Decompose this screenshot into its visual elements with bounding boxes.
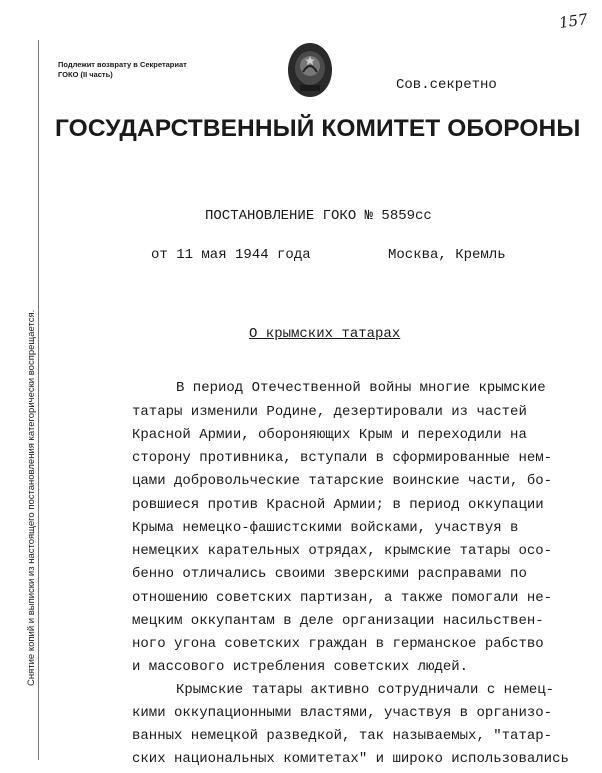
ussr-emblem-icon: [286, 40, 334, 100]
classification-label: Сов.секретно: [396, 77, 497, 93]
body-line: цами добровольческие татарские воинские части, бо-: [132, 473, 553, 489]
body-line: Крымские татары активно сотрудничали с немец-: [176, 682, 555, 698]
body-line: ванных немецкой разведкой, так называемых, "татар-: [132, 728, 553, 744]
body-line: татары изменили Родине, дезертировали из частей: [132, 404, 527, 420]
copy-prohibition-note: Снятие копий и выписки из настоящего постановления категорически воспрещается.: [26, 309, 37, 686]
decree-number: ПОСТАНОВЛЕНИЕ ГОКО № 5859сс: [205, 208, 432, 224]
return-note-line-1: Подлежит возврату в Секретариат: [58, 60, 187, 69]
body-line: ного угона советских граждан в германское рабство: [132, 636, 544, 652]
body-line: немецких карательных отрядах, крымские татары осо-: [132, 543, 553, 559]
body-line: Крыма немецко-фашистскими войсками, участвуя в: [132, 520, 519, 536]
body-line: Красной Армии, обороняющих Крым и переходили на: [132, 427, 527, 443]
body-line: В период Отечественной войны многие крымские: [176, 380, 546, 396]
return-note: [58, 60, 187, 80]
body-line: ских национальных комитетах" и широко использовались: [132, 751, 569, 767]
decree-subject: О крымских татарах: [249, 326, 401, 342]
decree-date: от 11 мая 1944 года: [151, 247, 311, 263]
body-line: ровшиеся против Красной Армии; в период оккупации: [132, 497, 544, 513]
body-line: бенно отличались своими зверскими расправами по: [132, 566, 527, 582]
body-line: отношению советских партизан, а также помогали не-: [132, 590, 553, 606]
margin-rule: [38, 40, 39, 760]
body-line: мецким оккупантам в деле организации насильствен-: [132, 613, 544, 629]
return-note-line-2: ГОКО (II часть): [58, 70, 113, 79]
body-line: и массового истребления советских людей.: [132, 659, 469, 675]
handwritten-page-number: 157: [558, 10, 590, 32]
body-line: кими оккупационными властями, участвуя в организо-: [132, 705, 553, 721]
document-title: ГОСУДАРСТВЕННЫЙ КОМИТЕТ ОБОРОНЫ: [55, 115, 581, 142]
decree-place: Москва, Кремль: [388, 247, 506, 263]
body-line: сторону противника, вступали в сформированные нем-: [132, 450, 553, 466]
